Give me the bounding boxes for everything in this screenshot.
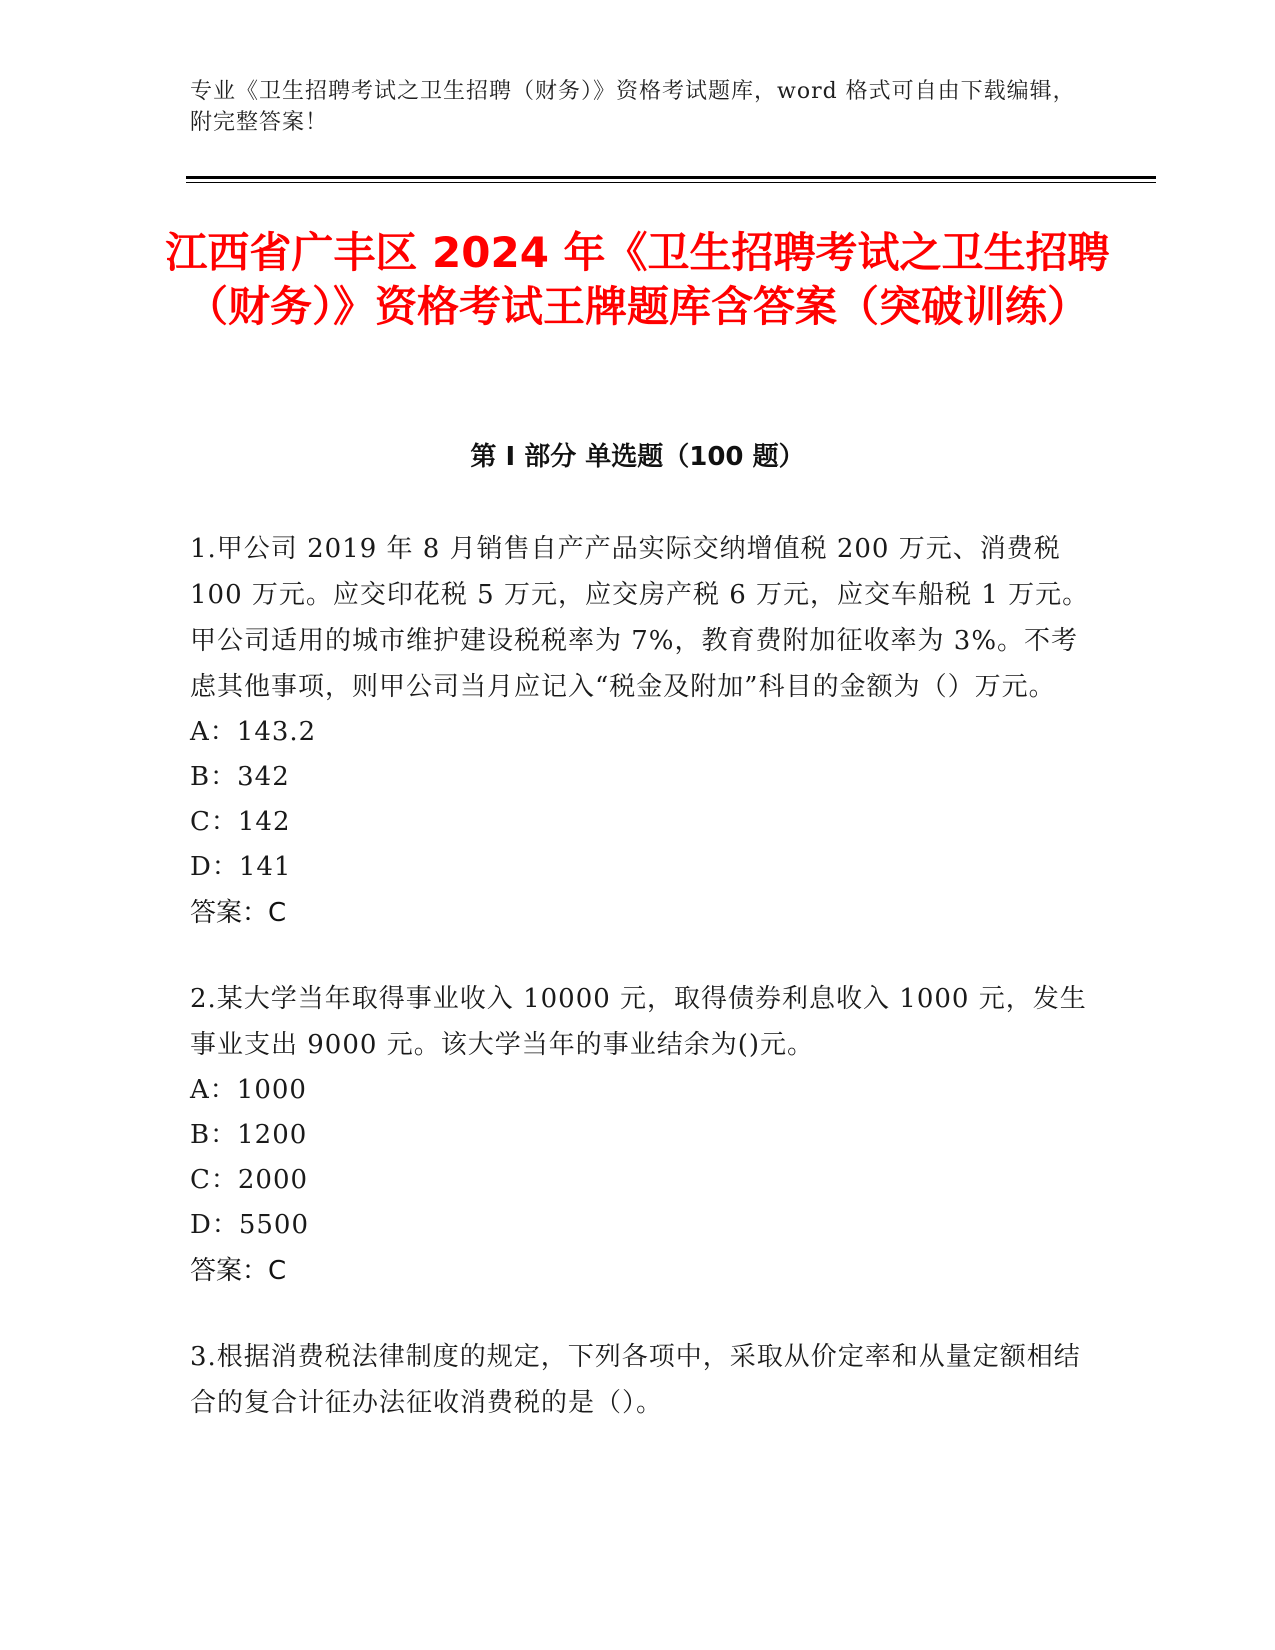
option-c: C：2000 [190,1165,309,1195]
option-a: A：143.2 [190,717,317,747]
question-3 [190,1334,1090,1426]
answer: 答案：C [190,1256,287,1286]
document-title: 江西省广丰区 2024 年《卫生招聘考试之卫生招聘（财务）》资格考试王牌题库含答案（突破训练） [165,228,1110,331]
question-stem: 1.甲公司 2019 年 8 月销售自产产品实际交纳增值税 200 万元、消费税 100 万元。应交印花税 5 万元，应交房产税 6 万元，应交车船税 1 万元。甲公司适用的城市维护建设税税率为 7%，教育费附加征收率为 3%。不考虑其他事项，则甲公司当月应记入“税金及附加”科目的金额为（）万元。 [190,534,1090,702]
section-heading: 第 I 部分 单选题（100 题） [470,442,805,472]
header-divider-thin [186,182,1156,183]
question-stem: 2.某大学当年取得事业收入 10000 元，取得债券利息收入 1000 元，发生事业支出 9000 元。该大学当年的事业结余为()元。 [190,984,1087,1060]
option-d: D：5500 [190,1210,310,1240]
question-stem: 3.根据消费税法律制度的规定，下列各项中，采取从价定率和从量定额相结合的复合计征办法征收消费税的是（）。 [190,1342,1081,1418]
option-d: D：141 [190,852,292,882]
option-b: B：342 [190,762,290,792]
option-a: A：1000 [190,1075,307,1105]
header-note: 专业《卫生招聘考试之卫生招聘（财务）》资格考试题库，word 格式可自由下载编辑，附完整答案！ [190,79,1076,135]
question-list [190,526,1090,1466]
option-c: C：142 [190,807,291,837]
question-1 [190,526,1090,936]
answer: 答案：C [190,898,287,928]
option-b: B：1200 [190,1120,308,1150]
question-2 [190,976,1090,1294]
header-divider-thick [186,176,1156,179]
